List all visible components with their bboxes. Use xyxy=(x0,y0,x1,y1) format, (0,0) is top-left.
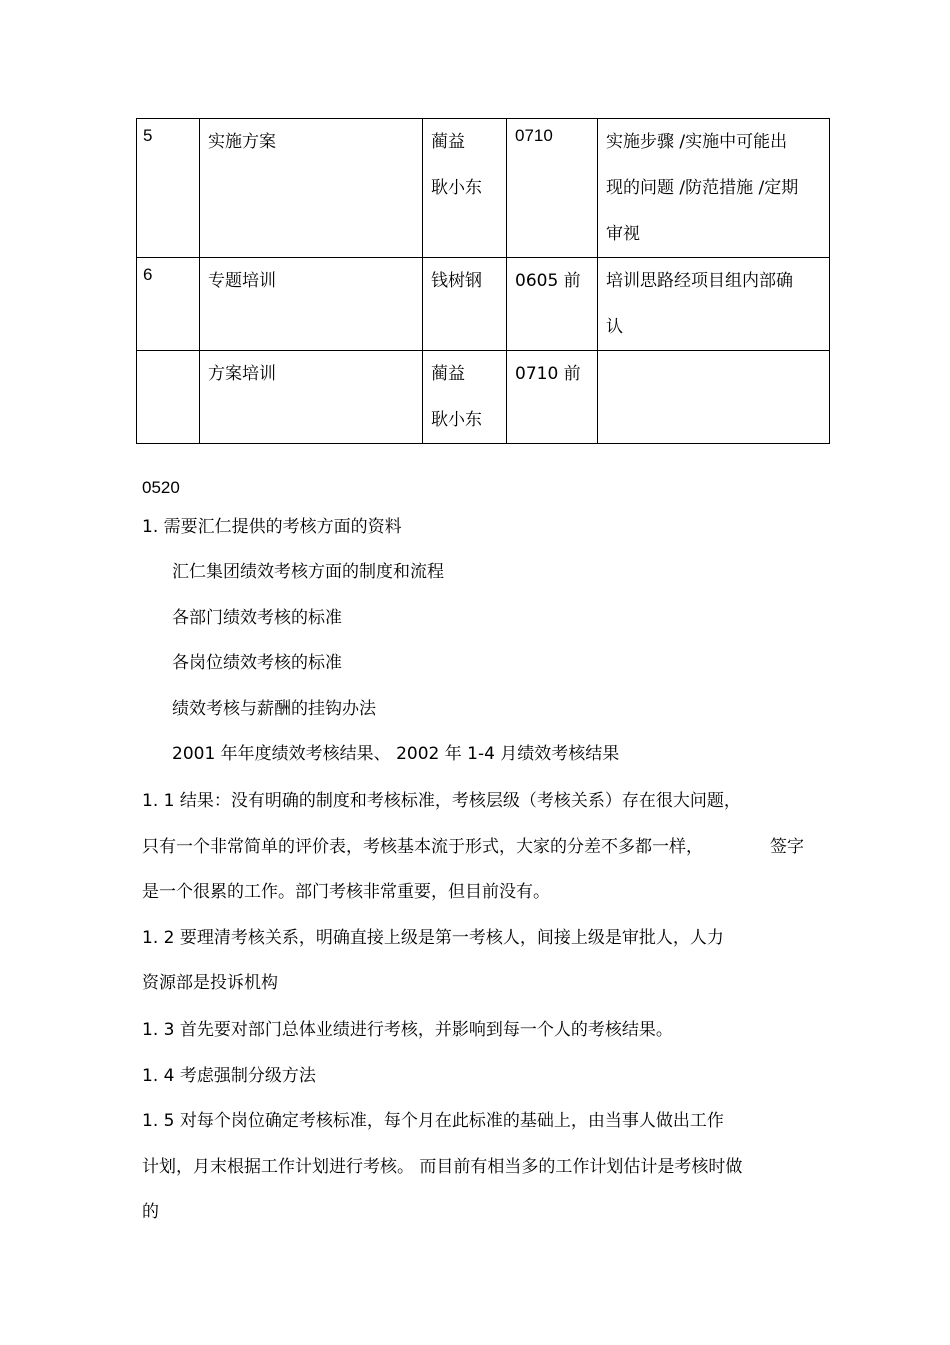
paragraph-line: 1. 1 结果：没有明确的制度和考核标准，考核层级（考核关系）存在很大问题， xyxy=(142,791,741,811)
note-cell xyxy=(598,119,830,258)
list-item: 各岗位绩效考核的标准 xyxy=(172,653,342,673)
owner-line: 蔺益 xyxy=(431,132,465,152)
list-item: 汇仁集团绩效考核方面的制度和流程 xyxy=(172,562,444,582)
owner-line: 钱树钢 xyxy=(431,271,482,291)
note-line: 审视 xyxy=(606,224,640,244)
owner-line: 蔺益 xyxy=(431,364,465,384)
row-number xyxy=(137,351,200,444)
owner-cell xyxy=(423,258,507,351)
owner-line: 耿小东 xyxy=(431,178,482,198)
plan-table xyxy=(136,118,830,444)
note-cell xyxy=(598,258,830,351)
table-row xyxy=(137,119,830,258)
paragraph-line: 1. 3 首先要对部门总体业绩进行考核，并影响到每一个人的考核结果。 xyxy=(142,1020,673,1040)
list-item: 各部门绩效考核的标准 xyxy=(172,608,342,628)
note-line: 培训思路经项目组内部确 xyxy=(606,271,793,291)
paragraph-line: 资源部是投诉机构 xyxy=(142,973,278,993)
date-cell: 0605 前 xyxy=(507,258,598,351)
note-line: 认 xyxy=(606,317,623,337)
row-number: 6 xyxy=(137,258,200,351)
section-heading: 1. 需要汇仁提供的考核方面的资料 xyxy=(142,517,402,537)
note-line: 实施步骤 /实施中可能出 xyxy=(606,132,788,152)
paragraph-line: 只有一个非常简单的评价表，考核基本流于形式，大家的分差不多都一样， xyxy=(142,837,703,857)
note-line: 现的问题 /防范措施 /定期 xyxy=(606,178,799,198)
meeting-date: 0520 xyxy=(142,478,180,497)
table-row xyxy=(137,351,830,444)
owner-line: 耿小东 xyxy=(431,410,482,430)
item-cell: 专题培训 xyxy=(200,258,423,351)
paragraph-line: 签字 xyxy=(770,837,804,857)
row-number: 5 xyxy=(137,119,200,258)
list-item: 绩效考核与薪酬的挂钩办法 xyxy=(172,699,376,719)
paragraph-line: 1. 5 对每个岗位确定考核标准，每个月在此标准的基础上，由当事人做出工作 xyxy=(142,1111,724,1131)
item-cell: 实施方案 xyxy=(200,119,423,258)
date-cell: 0710 xyxy=(507,119,598,258)
paragraph-line: 是一个很累的工作。部门考核非常重要，但目前没有。 xyxy=(142,882,550,902)
owner-cell xyxy=(423,351,507,444)
paragraph-line: 计划，月末根据工作计划进行考核。 而目前有相当多的工作计划估计是考核时做 xyxy=(142,1157,743,1177)
owner-cell xyxy=(423,119,507,258)
date-cell: 0710 前 xyxy=(507,351,598,444)
note-cell xyxy=(598,351,830,444)
table-row xyxy=(137,258,830,351)
list-item: 2001 年年度绩效考核结果、 2002 年 1-4 月绩效考核结果 xyxy=(172,744,620,764)
paragraph-line: 1. 4 考虑强制分级方法 xyxy=(142,1066,316,1086)
paragraph-line: 1. 2 要理清考核关系，明确直接上级是第一考核人，间接上级是审批人，人力 xyxy=(142,928,724,948)
item-cell: 方案培训 xyxy=(200,351,423,444)
paragraph-line: 的 xyxy=(142,1202,159,1222)
